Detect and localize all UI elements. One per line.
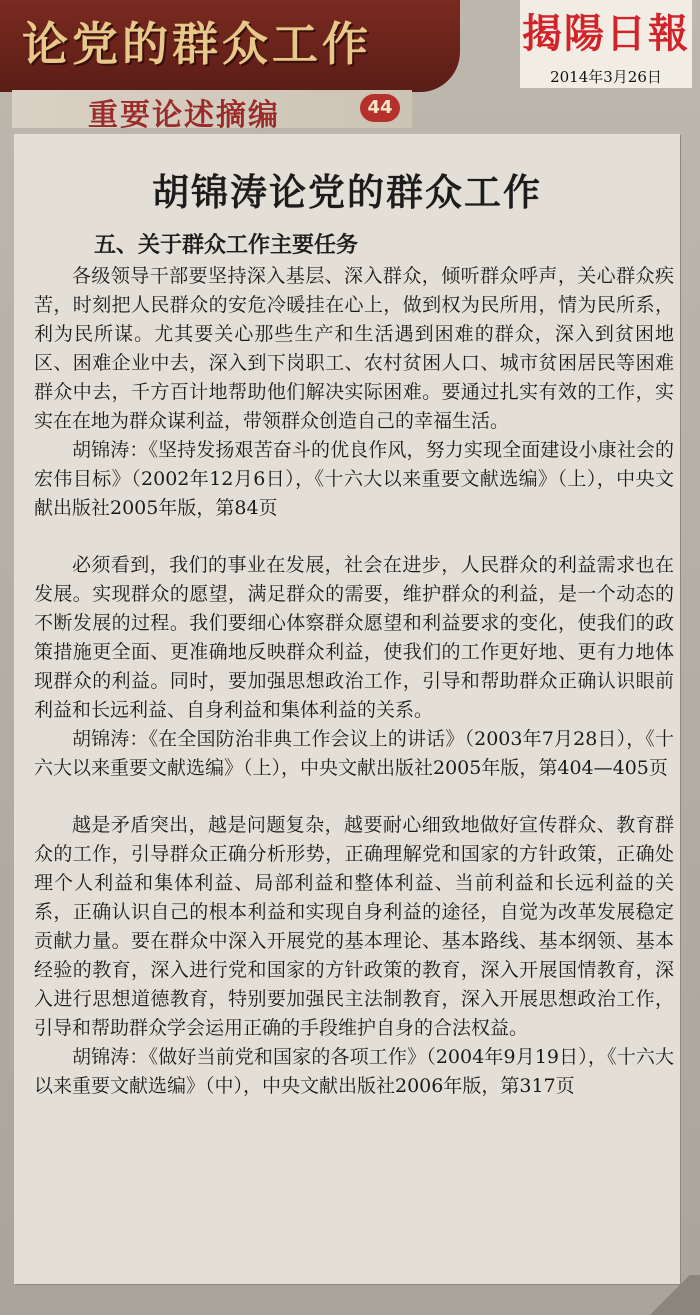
page-corner-fold (640, 1275, 700, 1315)
section-title: 五、关于群众工作主要任务 (94, 233, 359, 258)
issue-number-badge: 44 (360, 94, 400, 122)
newspaper-logo: 揭陽日報 (522, 10, 690, 57)
article-paragraph: 越是矛盾突出，越是问题复杂，越要耐心细致地做好宣传群众、教育群众的工作，引导群众正确分析形势，正确理解党和国家的方针政策，正确处理个人利益和集体利益、局部利益和整体利益、当前利益和长远利益的关系，正确认识自己的根本利益和实现自身利益的途径，自觉为改革发展稳定贡献力量。要在群众中深入开展党的基本理论、基本路线、基本纲领、基本经验的教育，深入进行党和国家的方针政策的教育，深入开展国情教育，深入进行思想道德教育，特别要加强民主法制教育，深入开展思想政治工作，引导和帮助群众学会运用正确的手段维护自身的合法权益。 (34, 814, 674, 1039)
series-banner (12, 90, 412, 133)
paragraph-gap (34, 783, 674, 811)
paragraph-gap (34, 523, 674, 551)
citation: 胡锦涛：《坚持发扬艰苦奋斗的优良作风，努力实现全面建设小康社会的宏伟目标》（2002年12月6日），《十六大以来重要文献选编》（上），中央文献出版社2005年版，第84页 (34, 439, 674, 519)
publication-date: 2014年3月26日 (550, 68, 662, 86)
article-paragraph: 必须看到，我们的事业在发展，社会在进步，人民群众的利益需求也在发展。实现群众的愿望，满足群众的需要，维护群众的利益，是一个动态的不断发展的过程。我们要细心体察群众愿望和利益要求的变化，使我们的政策措施更全面、更准确地反映群众利益，使我们的工作更好地、更有力地体现群众的利益。同时，要加强思想政治工作，引导和帮助群众正确认识眼前利益和长远利益、自身利益和集体利益的关系。 (34, 554, 674, 721)
article-headline: 胡锦涛论党的群众工作 (152, 171, 542, 214)
citation: 胡锦涛：《在全国防治非典工作会议上的讲话》（2003年7月28日），《十六大以来重要文献选编》（上），中央文献出版社2005年版，第404—405页 (34, 728, 674, 779)
article-paragraph: 各级领导干部要坚持深入基层、深入群众，倾听群众呼声，关心群众疾苦，时刻把人民群众的安危冷暖挂在心上，做到权为民所用，情为民所系，利为民所谋。尤其要关心那些生产和生活遇到困难的群众，深入到贫困地区、困难企业中去，深入到下岗职工、农村贫困人口、城市贫困居民等困难群众中去，千方百计地帮助他们解决实际困难。要通过扎实有效的工作，实实在在地为群众谋利益，带领群众创造自己的幸福生活。 (34, 265, 674, 432)
column-banner-title: 论党的群众工作 (22, 17, 372, 71)
series-title: 重要论述摘编 (88, 98, 280, 133)
article-body (34, 262, 674, 1101)
newspaper-masthead (520, 0, 692, 88)
citation: 胡锦涛：《做好当前党和国家的各项工作》（2004年9月19日），《十六大以来重要文献选编》（中），中央文献出版社2006年版，第317页 (34, 1046, 674, 1097)
column-banner (0, 0, 460, 92)
article-panel (14, 134, 680, 1284)
